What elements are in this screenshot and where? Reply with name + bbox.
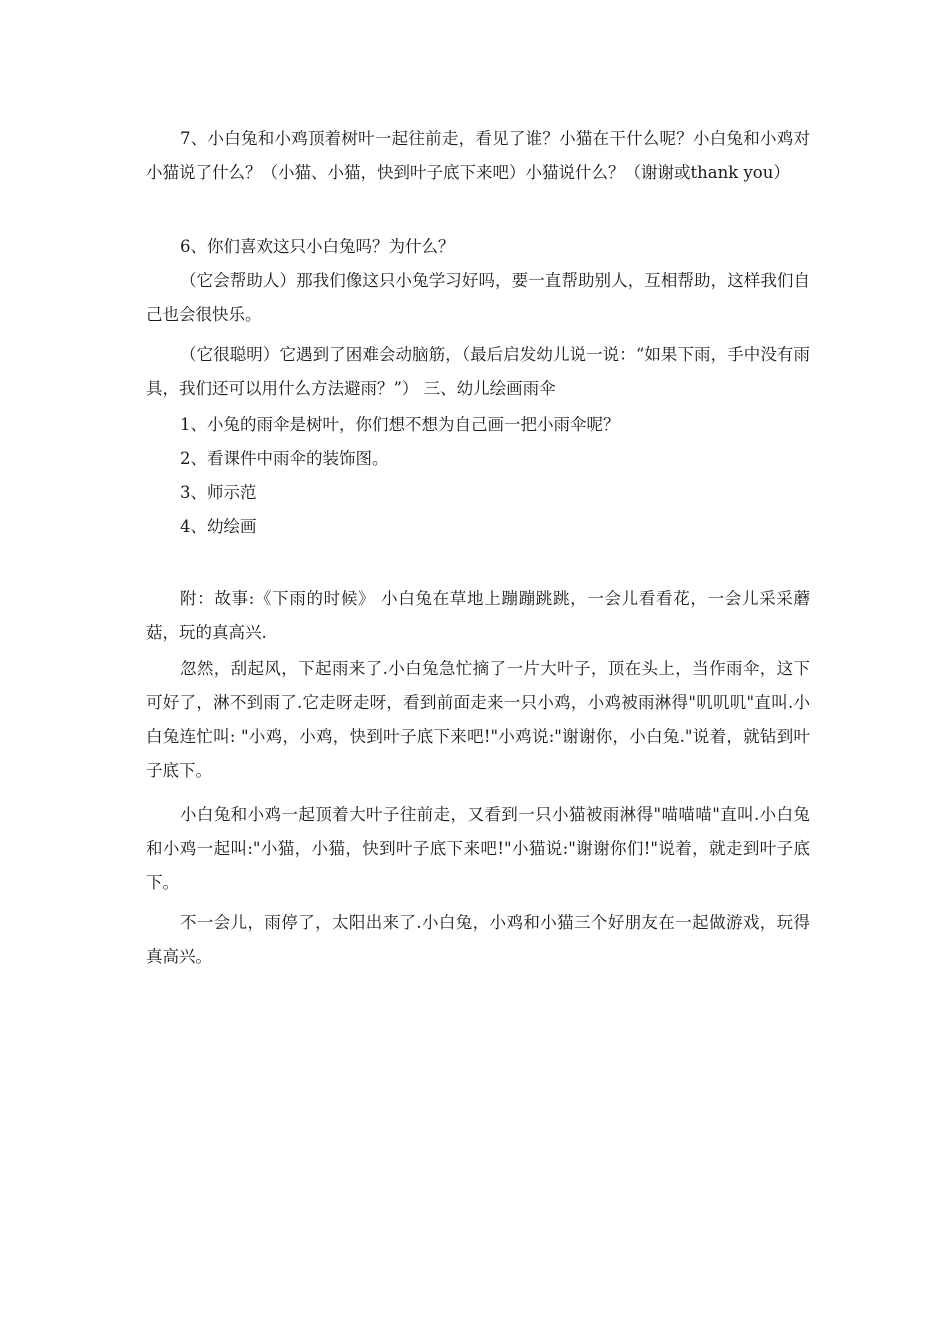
paragraph-story-2: 忽然，刮起风，下起雨来了.小白兔急忙摘了一片大叶子，顶在头上，当作雨伞，这下可好了，淋不到雨了.它走呀走呀，看到前面走来一只小鸡，小鸡被雨淋得"叽叽叽"直叫.小白兔连忙叫: "小鸡，小鸡，快到叶子底下来吧!"小鸡说:"谢谢你，小白兔."说着，就钻到叶子底下。 bbox=[146, 659, 810, 780]
paragraph-step-3: 3、师示范 bbox=[180, 483, 257, 502]
paragraph-step-1: 1、小兔的雨伞是树叶，你们想不想为自己画一把小雨伞呢？ bbox=[180, 415, 620, 434]
paragraph-clever: （它很聪明）它遇到了困难会动脑筋，（最后启发幼儿说一说：“如果下雨，手中没有雨具，我们还可以用什么方法避雨？”） 三、幼儿绘画雨伞 bbox=[146, 345, 810, 398]
paragraph-story-3: 小白兔和小鸡一起顶着大叶子往前走，又看到一只小猫被雨淋得"喵喵喵"直叫.小白兔和小鸡一起叫:"小猫，小猫，快到叶子底下来吧!"小猫说:"谢谢你们!"说着，就走到叶子底下。 bbox=[146, 805, 810, 892]
paragraph-item-7: 7、小白兔和小鸡顶着树叶一起往前走，看见了谁？小猫在干什么呢？小白兔和小鸡对小猫说了什么？（小猫、小猫，快到叶子底下来吧）小猫说什么？（谢谢或thank you） bbox=[146, 129, 810, 182]
paragraph-story-title: 附：故事:《下雨的时候》 小白兔在草地上蹦蹦跳跳，一会儿看看花，一会儿采采蘑菇，玩的真高兴. bbox=[146, 589, 810, 642]
paragraph-step-4: 4、幼绘画 bbox=[180, 517, 257, 536]
paragraph-item-6: 6、你们喜欢这只小白兔吗？为什么？ bbox=[180, 237, 455, 256]
paragraph-helping: （它会帮助人）那我们像这只小兔学习好吗，要一直帮助别人，互相帮助，这样我们自己也会很快乐。 bbox=[146, 271, 810, 324]
paragraph-step-2: 2、看课件中雨伞的装饰图。 bbox=[180, 449, 389, 468]
paragraph-story-4: 不一会儿，雨停了，太阳出来了.小白兔，小鸡和小猫三个好朋友在一起做游戏，玩得真高兴。 bbox=[146, 913, 810, 966]
